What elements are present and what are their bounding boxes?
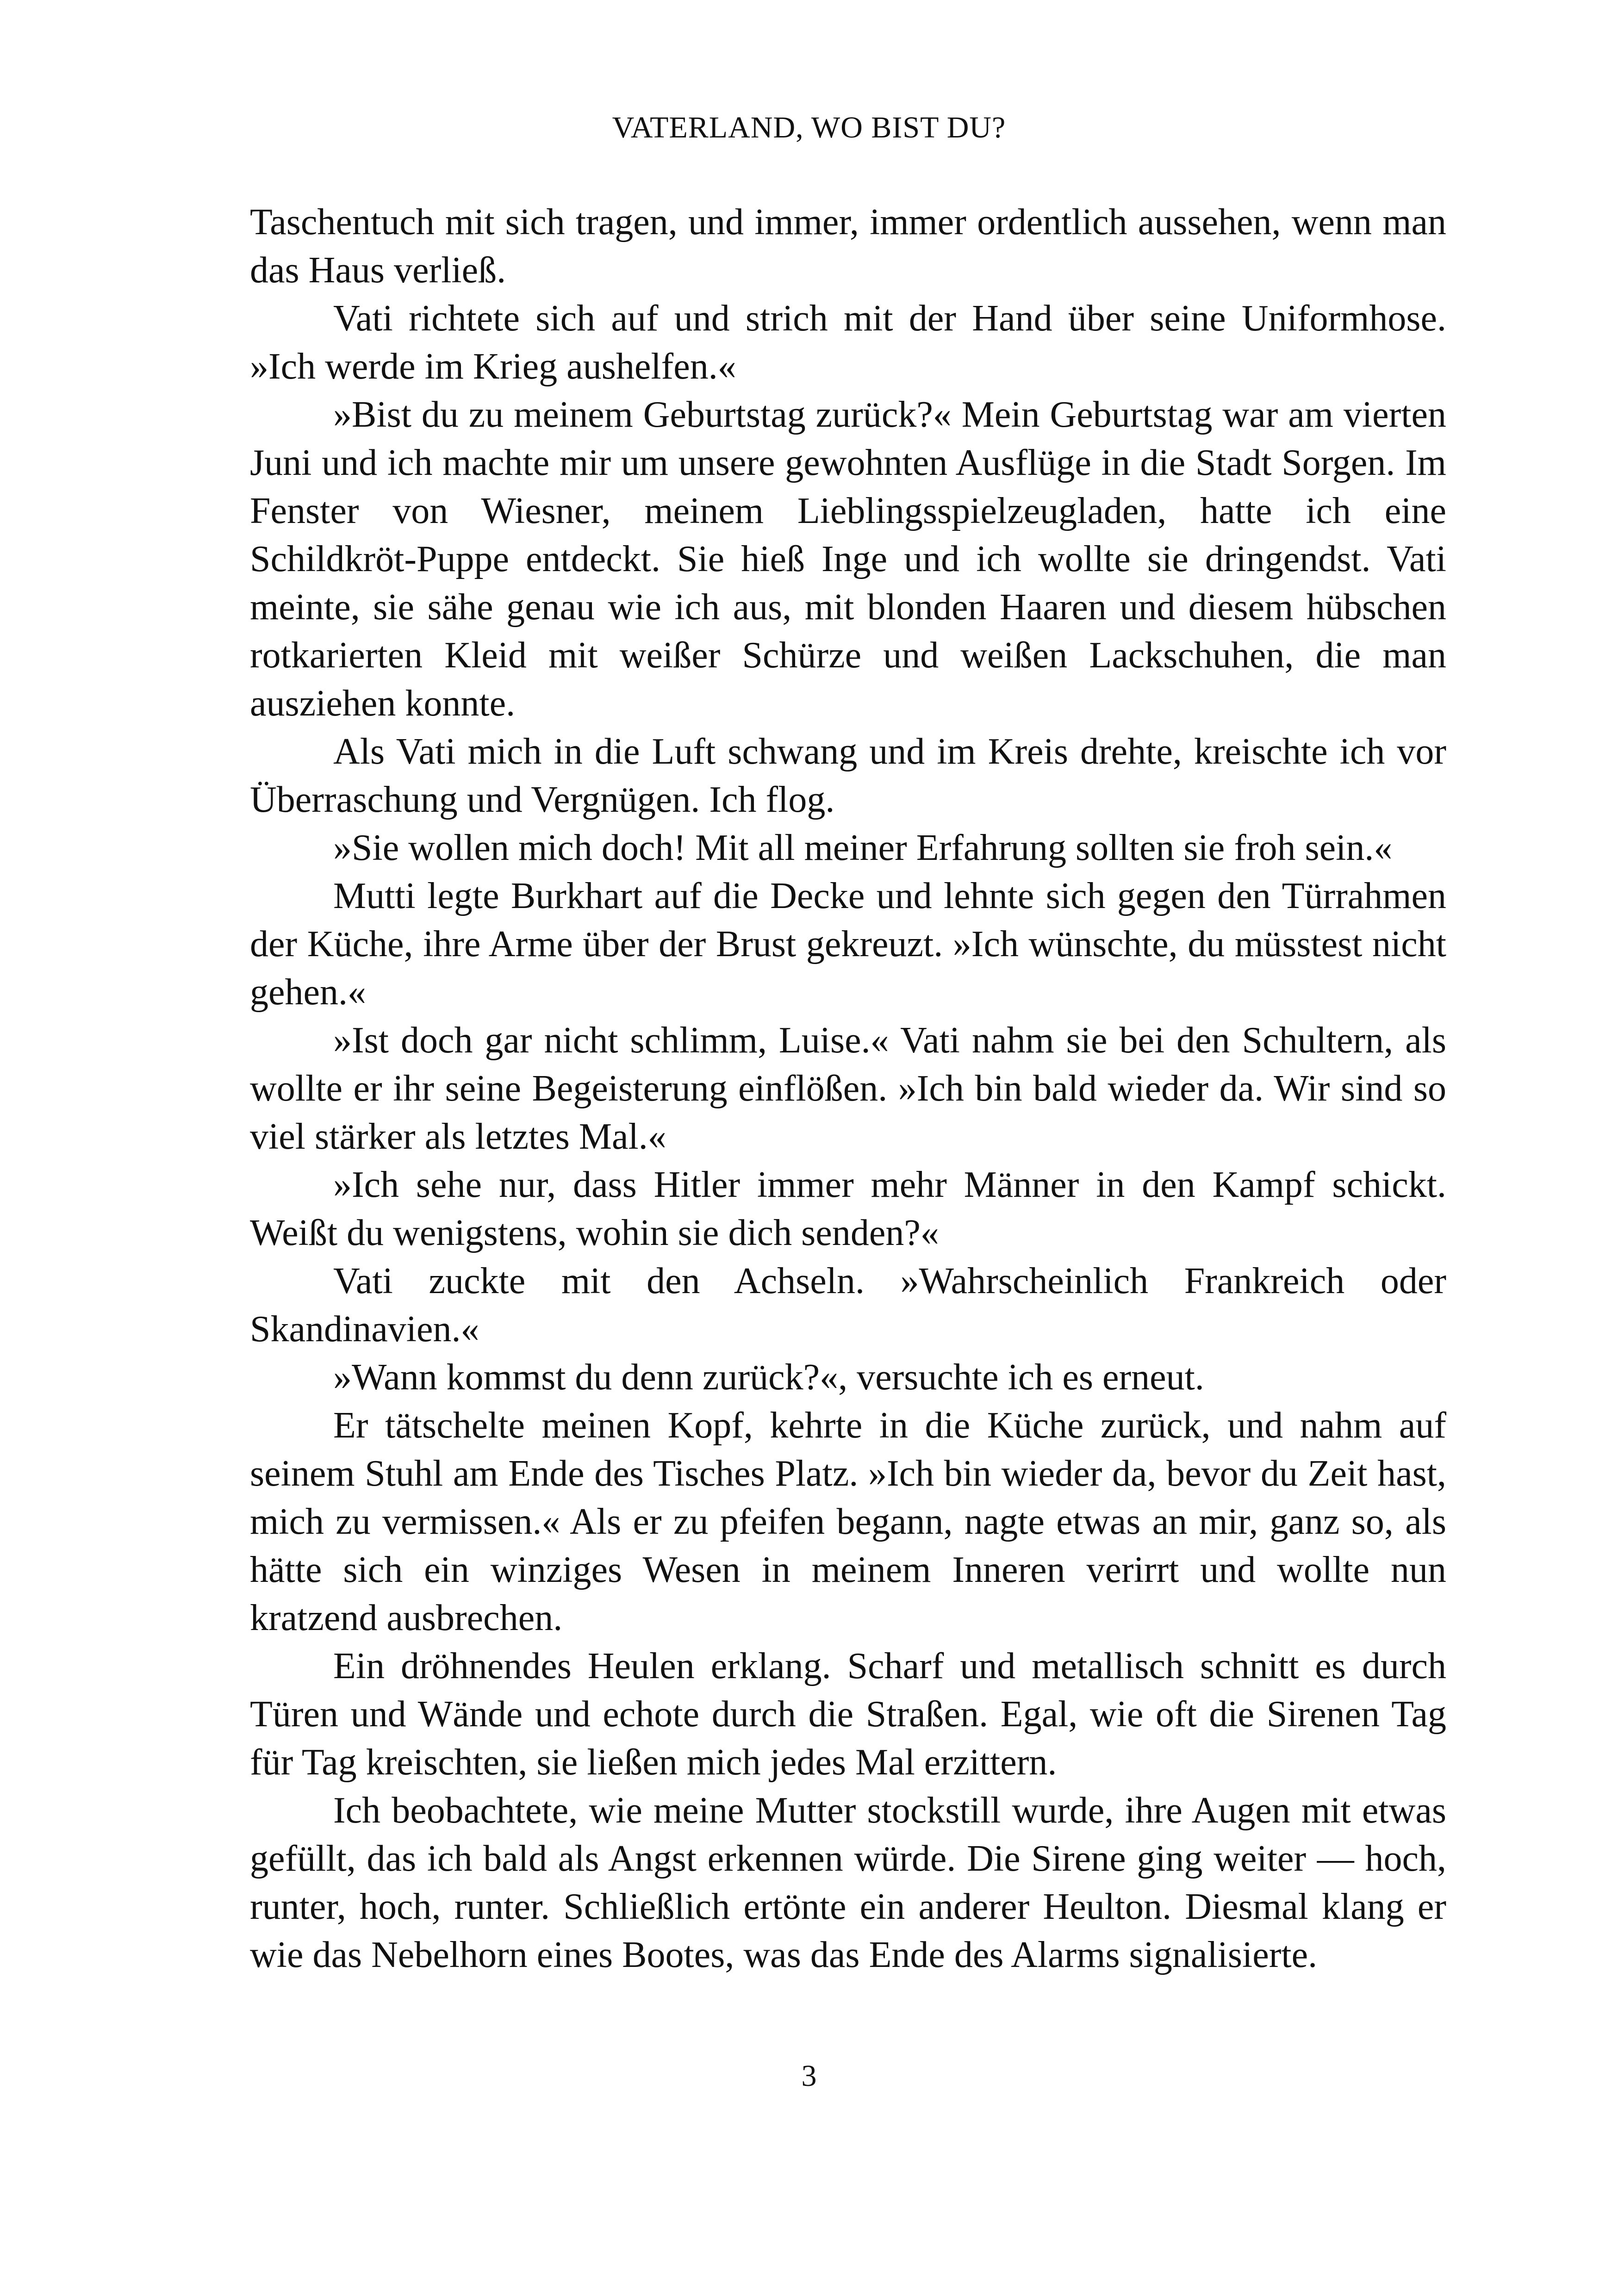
paragraph: Als Vati mich in die Luft schwang und im Kreis drehte, kreischte ich vor Überraschung und Vergnügen. Ich flog. bbox=[250, 731, 1446, 820]
paragraph: Taschentuch mit sich tragen, und immer, immer ordentlich aussehen, wenn man das Haus verließ. bbox=[250, 202, 1446, 291]
paragraph: »Sie wollen mich doch! Mit all meiner Erfahrung sollten sie froh sein.« bbox=[333, 828, 1393, 868]
paragraph: Vati richtete sich auf und strich mit der Hand über seine Uniformhose. »Ich werde im Krieg aushelfen.« bbox=[250, 298, 1446, 387]
running-header: VATERLAND, WO BIST DU? bbox=[612, 111, 1006, 144]
paragraph: Ein dröhnendes Heulen erklang. Scharf und metallisch schnitt es durch Türen und Wände und echote durch die Straßen. Egal, wie oft die Sirenen Tag für Tag kreischten, sie ließen mich jedes Mal erzittern. bbox=[250, 1646, 1446, 1783]
page-number: 3 bbox=[801, 2059, 817, 2093]
paragraph: »Bist du zu meinem Geburtstag zurück?« Mein Geburtstag war am vierten Juni und ich machte mir um unsere gewohnten Ausflüge in die Stadt Sorgen. Im Fenster von Wiesner, meinem Lieblingsspielzeugladen, hatte ich eine Schildkröt-Puppe entdeckt. Sie hieß Inge und ich wollte sie dringendst. Vati meinte, sie sähe genau wie ich aus, mit blonden Haaren und diesem hübschen rotkarierten Kleid mit weißer Schürze und weißen Lackschuhen, die man ausziehen konnte. bbox=[250, 394, 1446, 724]
paragraph: »Ich sehe nur, dass Hitler immer mehr Männer in den Kampf schickt. Weißt du wenigstens, wohin sie dich senden?« bbox=[250, 1164, 1446, 1253]
body-text bbox=[250, 198, 1446, 1979]
paragraph: »Ist doch gar nicht schlimm, Luise.« Vati nahm sie bei den Schultern, als wollte er ihr seine Begeisterung einflößen. »Ich bin bald wieder da. Wir sind so viel stärker als letztes Mal.« bbox=[250, 1020, 1446, 1157]
paragraph: Mutti legte Burkhart auf die Decke und lehnte sich gegen den Türrahmen der Küche, ihre Arme über der Brust gekreuzt. »Ich wünschte, du müsstest nicht gehen.« bbox=[250, 876, 1446, 1013]
paragraph: Vati zuckte mit den Achseln. »Wahrscheinlich Frankreich oder Skandinavien.« bbox=[250, 1261, 1446, 1350]
paragraph: Ich beobachtete, wie meine Mutter stockstill wurde, ihre Augen mit etwas gefüllt, das ich bald als Angst erkennen würde. Die Sirene ging weiter — hoch, runter, hoch, runter. Schließlich ertönte ein anderer Heulton. Diesmal klang er wie das Nebelhorn eines Bootes, was das Ende des Alarms signalisierte. bbox=[250, 1790, 1446, 1975]
paragraph: Er tätschelte meinen Kopf, kehrte in die Küche zurück, und nahm auf seinem Stuhl am Ende des Tisches Platz. »Ich bin wieder da, bevor du Zeit hast, mich zu vermissen.« Als er zu pfeifen begann, nagte etwas an mir, ganz so, als hätte sich ein winziges Wesen in meinem Inneren verirrt und wollte nun kratzend ausbrechen. bbox=[250, 1405, 1446, 1638]
paragraph: »Wann kommst du denn zurück?«, versuchte ich es erneut. bbox=[333, 1357, 1204, 1398]
